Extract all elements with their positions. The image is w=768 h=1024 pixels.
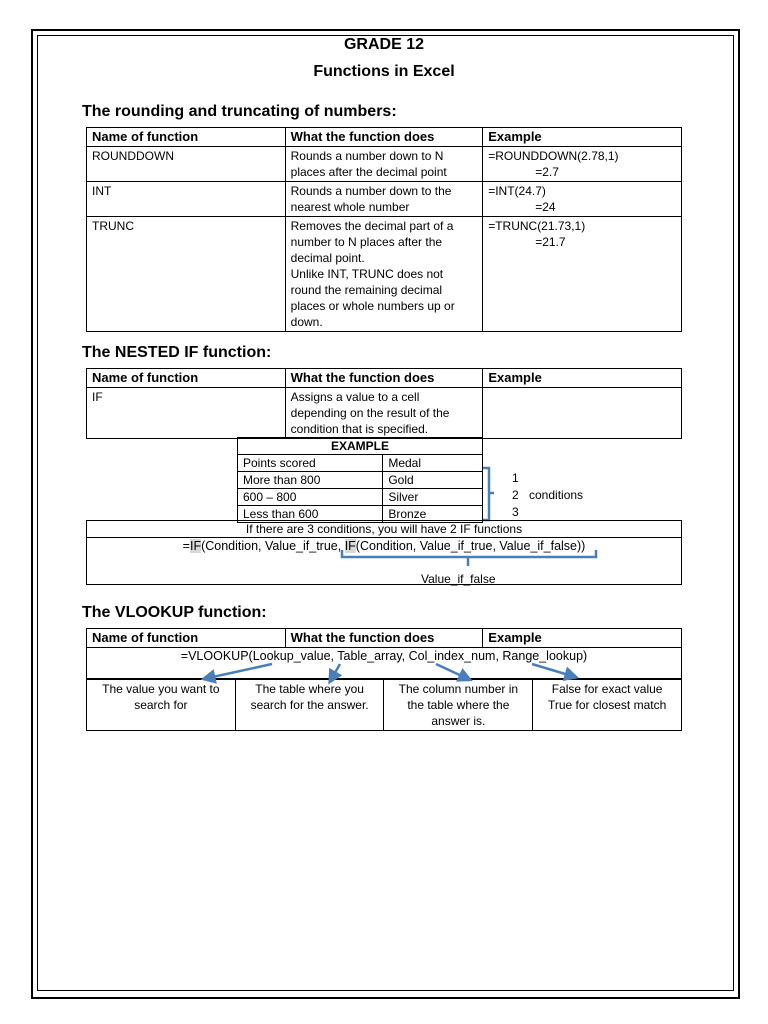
conditions-label: conditions (529, 488, 584, 502)
example-result: =21.7 (535, 235, 566, 249)
value-if-false-bracket (330, 548, 610, 570)
col-header: Name of function (87, 128, 286, 147)
table-header-row (87, 629, 682, 648)
condition-number: 3 (512, 505, 519, 519)
example-formula: =TRUNC(21.73,1) (488, 219, 586, 233)
formula-part-2: (Condition, Value_if_true, Value_if_false)) (355, 539, 586, 553)
function-example (483, 182, 682, 217)
function-name: IF (87, 388, 286, 439)
desc-line: condition that is specified. (290, 422, 429, 436)
conditions-bracket (480, 465, 500, 525)
nested-if-table (86, 368, 682, 439)
explanation-line: search for the answer. (250, 698, 369, 712)
medal-cell: Bronze (383, 506, 483, 523)
medal-header: Medal (383, 455, 483, 472)
example-result: =2.7 (535, 165, 559, 179)
example-result: =24 (535, 200, 556, 214)
explanation-line: search for (134, 698, 188, 712)
table-row (238, 489, 483, 506)
arrow-icon (332, 664, 340, 678)
desc-line: places after the decimal point (290, 165, 447, 179)
medal-cell: Silver (383, 489, 483, 506)
col-header: Name of function (87, 369, 286, 388)
rounding-table (86, 127, 682, 332)
grade-title: GRADE 12 (343, 36, 425, 53)
example-formula: =INT(24.7) (488, 184, 546, 198)
function-example (483, 388, 682, 439)
table-row (87, 388, 682, 439)
points-cell: 600 – 800 (238, 489, 383, 506)
condition-number: 2 (512, 488, 519, 502)
function-name: ROUNDDOWN (87, 147, 286, 182)
table-row (87, 147, 682, 182)
function-example (483, 147, 682, 182)
explanation-line: answer is. (431, 714, 486, 728)
function-example (483, 217, 682, 332)
formula-part-1: (Condition, Value_if_true, (201, 539, 345, 553)
points-cell: More than 800 (238, 472, 383, 489)
formula-prefix: = (182, 539, 190, 553)
desc-line: depending on the result of the (290, 406, 450, 420)
points-header: Points scored (238, 455, 383, 472)
value-if-false-label: Value_if_false (421, 572, 496, 586)
vlookup-formula: =VLOOKUP(Lookup_value, Table_array, Col_index_num, Range_lookup) (87, 648, 682, 679)
example-title: EXAMPLE (238, 438, 483, 455)
arrow-icon (208, 664, 272, 678)
table-row (87, 182, 682, 217)
nested-if-heading: The NESTED IF function: (82, 344, 272, 361)
desc-line: number to N places after the (290, 235, 443, 249)
table-row (87, 217, 682, 332)
points-cell: Less than 600 (238, 506, 383, 523)
col-header: Example (483, 369, 682, 388)
col-header: Name of function (87, 629, 286, 648)
explanation-line: False for exact value (551, 682, 663, 696)
arrow-icon (436, 664, 466, 678)
function-desc (285, 217, 483, 332)
if-keyword-1: IF (189, 539, 202, 553)
col-header: What the function does (285, 128, 483, 147)
page-subtitle: Functions in Excel (313, 63, 455, 80)
if-note: If there are 3 conditions, you will have 2 IF functions (87, 521, 682, 538)
function-desc (285, 388, 483, 439)
desc-line: Unlike INT, TRUNC does not (290, 267, 444, 281)
desc-line: Removes the decimal part of a (290, 219, 454, 233)
desc-line: Rounds a number down to the (290, 184, 452, 198)
col-header: Example (483, 128, 682, 147)
vlookup-arrows (140, 658, 580, 688)
desc-line: decimal point. (290, 251, 365, 265)
medal-example-table (237, 437, 483, 523)
table-row (238, 472, 483, 489)
arrow-icon (532, 664, 572, 676)
table-header-row (87, 369, 682, 388)
function-name: INT (87, 182, 286, 217)
explanation-line: The column number in (398, 682, 519, 696)
function-name: TRUNC (87, 217, 286, 332)
function-desc (285, 182, 483, 217)
condition-number: 1 (512, 471, 519, 485)
explanation-line: the table where the (407, 698, 510, 712)
desc-line: Assigns a value to a cell (290, 390, 420, 404)
explanation-line: True for closest match (547, 698, 667, 712)
desc-line: round the remaining decimal (290, 283, 443, 297)
desc-line: places or whole numbers up or (290, 299, 455, 313)
vlookup-heading: The VLOOKUP function: (82, 604, 267, 621)
col-header: Example (483, 629, 682, 648)
desc-line: Rounds a number down to N (290, 149, 444, 163)
desc-line: nearest whole number (290, 200, 410, 214)
function-desc (285, 147, 483, 182)
col-header: What the function does (285, 629, 483, 648)
desc-line: down. (290, 315, 323, 329)
table-header-row (87, 128, 682, 147)
if-keyword-2: IF (344, 539, 356, 553)
col-header: What the function does (285, 369, 483, 388)
explanation-line: The table where you (255, 682, 364, 696)
medal-cell: Gold (383, 472, 483, 489)
example-formula: =ROUNDDOWN(2.78,1) (488, 149, 619, 163)
rounding-heading: The rounding and truncating of numbers: (82, 103, 397, 120)
explanation-line: The value you want to (102, 682, 220, 696)
